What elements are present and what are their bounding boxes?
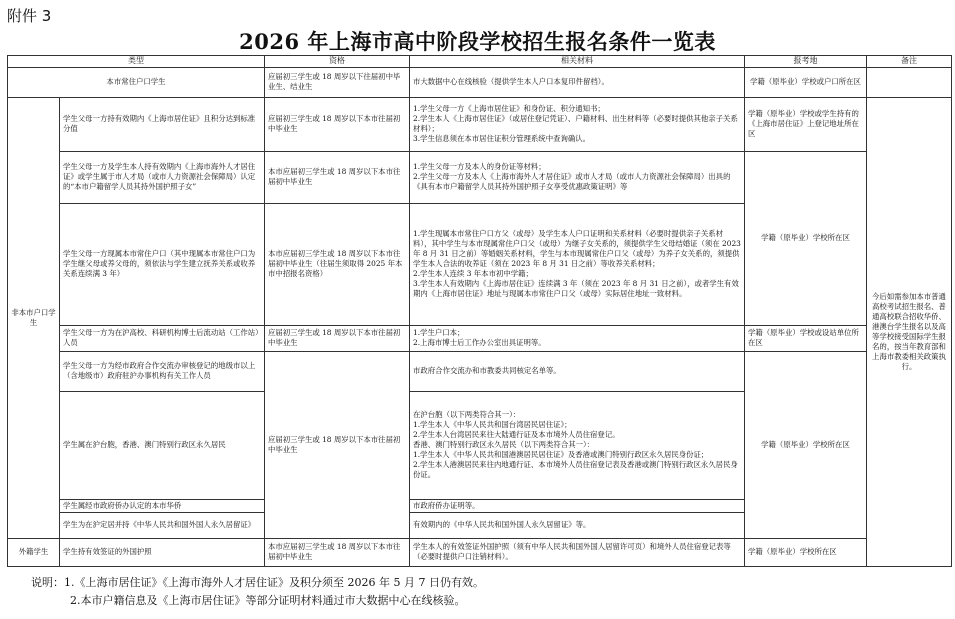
table-row xyxy=(8,97,952,151)
table-row xyxy=(8,67,952,97)
attachment-label: 附件 3 xyxy=(7,7,52,25)
row-location: 学籍（原毕业）学校所在区 xyxy=(745,151,867,325)
row-type: 学生持有效签证的外国护照 xyxy=(60,538,265,566)
header-qualification: 资格 xyxy=(265,56,410,68)
table-row xyxy=(8,325,952,351)
row-type: 学生属经市政府侨办认定的本市华侨 xyxy=(60,499,265,512)
row-materials: 市大数据中心在线核验（提供学生本人户口本复印件留档）。 xyxy=(410,67,745,97)
header-materials: 相关材料 xyxy=(410,56,745,68)
row-materials: 有效期内的《中华人民共和国外国人永久居留证》等。 xyxy=(410,512,745,538)
remark-empty xyxy=(867,67,952,97)
enrollment-conditions-table xyxy=(7,55,952,567)
row-qualification: 应届初三学生或 18 周岁以下往届初中毕业生、结业生 xyxy=(265,67,410,97)
row-type: 学生属在沪台胞，香港、澳门特别行政区永久居民 xyxy=(60,391,265,499)
row-type: 学生为在沪定居并持《中华人民共和国外国人永久居留证》 xyxy=(60,512,265,538)
row-type: 学生父母一方现属本市常住户口（其中现属本市常住户口为学生继父母或养父母的，须依法与学生建立抚养关系或收养关系连续满 3 年） xyxy=(60,203,265,325)
row-materials: 1.学生现属本市常住户口方父（或母）及学生本人户口证明和关系材料（必要时提供亲子关系材料），其中学生与本市现属常住户口父（或母）为继子女关系的，须提供学生父母结婚证（须在 2023 年 8 月 31 日之前）等婚姻关系材料，学生与本市现属常住户口父（或母）为养子女关系的，须提供学生本人合法的收养证（须在 2023 年 8 月 31 日之前）等收养关系材料； 2.学生本人连续 3 年本市初中学籍； 3.学生本人有效期内《上海市居住证》连续满 3 年（须在 2023 年 8 月 31 日之前），或者学生有效期内《上海市居住证》地址与现属本市常住户口父（或母）实际居住地址一致材料。 xyxy=(410,203,745,325)
page-title: 2026 年上海市高中阶段学校招生报名条件一览表 xyxy=(239,29,716,54)
row-materials: 在沪台胞（以下两类符合其一）： 1.学生本人《中华人民共和国台湾居民居住证》； 2.学生本人台湾居民来往大陆通行证及本市境外人员住宿登记。 香港、澳门特别行政区永久居民（以下两类符合其一）： 1.学生本人《中华人民共和国港澳居民居住证》及香港或澳门特别行政区永久居民身份证； 2.学生本人港澳居民来往内地通行证、本市境外人员住宿登记表及香港或澳门特别行政区永久居民身份证。 xyxy=(410,391,745,499)
row-qualification: 本市应届初三学生或 18 周岁以下本市往届初中毕业生（往届生须取得 2025 年本市中招报名资格） xyxy=(265,203,410,325)
table-row xyxy=(8,538,952,566)
row-qualification: 本市应届初三学生或 18 周岁以下本市往届初中毕业生 xyxy=(265,151,410,203)
header-type: 类型 xyxy=(8,56,265,68)
row-type: 学生父母一方为经市政府合作交流办审核登记的地级市以上（含地级市）政府驻沪办事机构有关工作人员 xyxy=(60,351,265,391)
remark-cell: 今后如需参加本市普通高校考试招生报名、普通高校联合招收华侨、港澳台学生报名以及高等学校接受国际学生报名的，按当年教育部和上海市教委相关政策执行。 xyxy=(867,97,952,566)
row-location: 学籍（原毕业）学校或户口所在区 xyxy=(745,67,867,97)
header-remark: 备注 xyxy=(867,56,952,68)
row-qualification: 应届初三学生或 18 周岁以下本市往届初中毕业生 xyxy=(265,325,410,351)
row-location: 学籍（原毕业）学校或学生持有的《上海市居住证》上登记地址所在区 xyxy=(745,97,867,151)
row-location: 学籍（原毕业）学校或设站单位所在区 xyxy=(745,325,867,351)
row-materials: 市政府合作交流办和市教委共同核定名单等。 xyxy=(410,351,745,391)
row-qualification: 本市应届初三学生或 18 周岁以下本市往届初中毕业生 xyxy=(265,538,410,566)
group-foreign: 外籍学生 xyxy=(8,538,60,566)
footnote-1: 说明：1.《上海市居住证》《上海市海外人才居住证》及积分须至 2026 年 5 月 7 日仍有效。 xyxy=(31,576,484,589)
header-location: 报考地 xyxy=(745,56,867,68)
row-materials: 市政府侨办证明等。 xyxy=(410,499,745,512)
row-type: 学生父母一方为在沪高校、科研机构博士后流动站（工作站）人员 xyxy=(60,325,265,351)
row-location: 学籍（原毕业）学校所在区 xyxy=(745,538,867,566)
row-materials: 1.学生父母一方《上海市居住证》和身份证、积分通知书； 2.学生本人《上海市居住证》（或居住登记凭证）、户籍材料、出生材料等（必要时提供其他亲子关系材料）； 3.学生信息须在本市居住证积分管理系统中查询确认。 xyxy=(410,97,745,151)
group-non-local: 非本市户口学生 xyxy=(8,97,60,538)
row-qualification: 应届初三学生或 18 周岁以下本市往届初中毕业生 xyxy=(265,351,410,538)
table-row xyxy=(8,151,952,203)
row-qualification: 应届初三学生或 18 周岁以下本市往届初中毕业生 xyxy=(265,97,410,151)
row-materials: 学生本人的有效签证外国护照（须有中华人民共和国外国人居留许可页）和境外人员住宿登记表等（必要时提供户口注销材料）。 xyxy=(410,538,745,566)
row-materials: 1.学生父母一方及本人的身份证等材料； 2.学生父母一方及本人《上海市海外人才居住证》或市人才局（或市人力资源社会保障局）出具的《具有本市户籍留学人员其持外国护照子女享受优惠政策证明》等 xyxy=(410,151,745,203)
row-type: 学生父母一方及学生本人持有效期内《上海市海外人才居住证》或学生属于市人才局（或市人力资源社会保障局）认定的“本市户籍留学人员其持外国护照子女” xyxy=(60,151,265,203)
table-header-row xyxy=(8,56,952,68)
row-type: 学生父母一方持有效期内《上海市居住证》且积分达到标准分值 xyxy=(60,97,265,151)
row-type: 本市常住户口学生 xyxy=(8,67,265,97)
row-location: 学籍（原毕业）学校所在区 xyxy=(745,351,867,538)
footnote-2: 2.本市户籍信息及《上海市居住证》等部分证明材料通过市大数据中心在线核验。 xyxy=(70,594,466,607)
row-materials: 1.学生户口本； 2.上海市博士后工作办公室出具证明等。 xyxy=(410,325,745,351)
table-row xyxy=(8,351,952,391)
